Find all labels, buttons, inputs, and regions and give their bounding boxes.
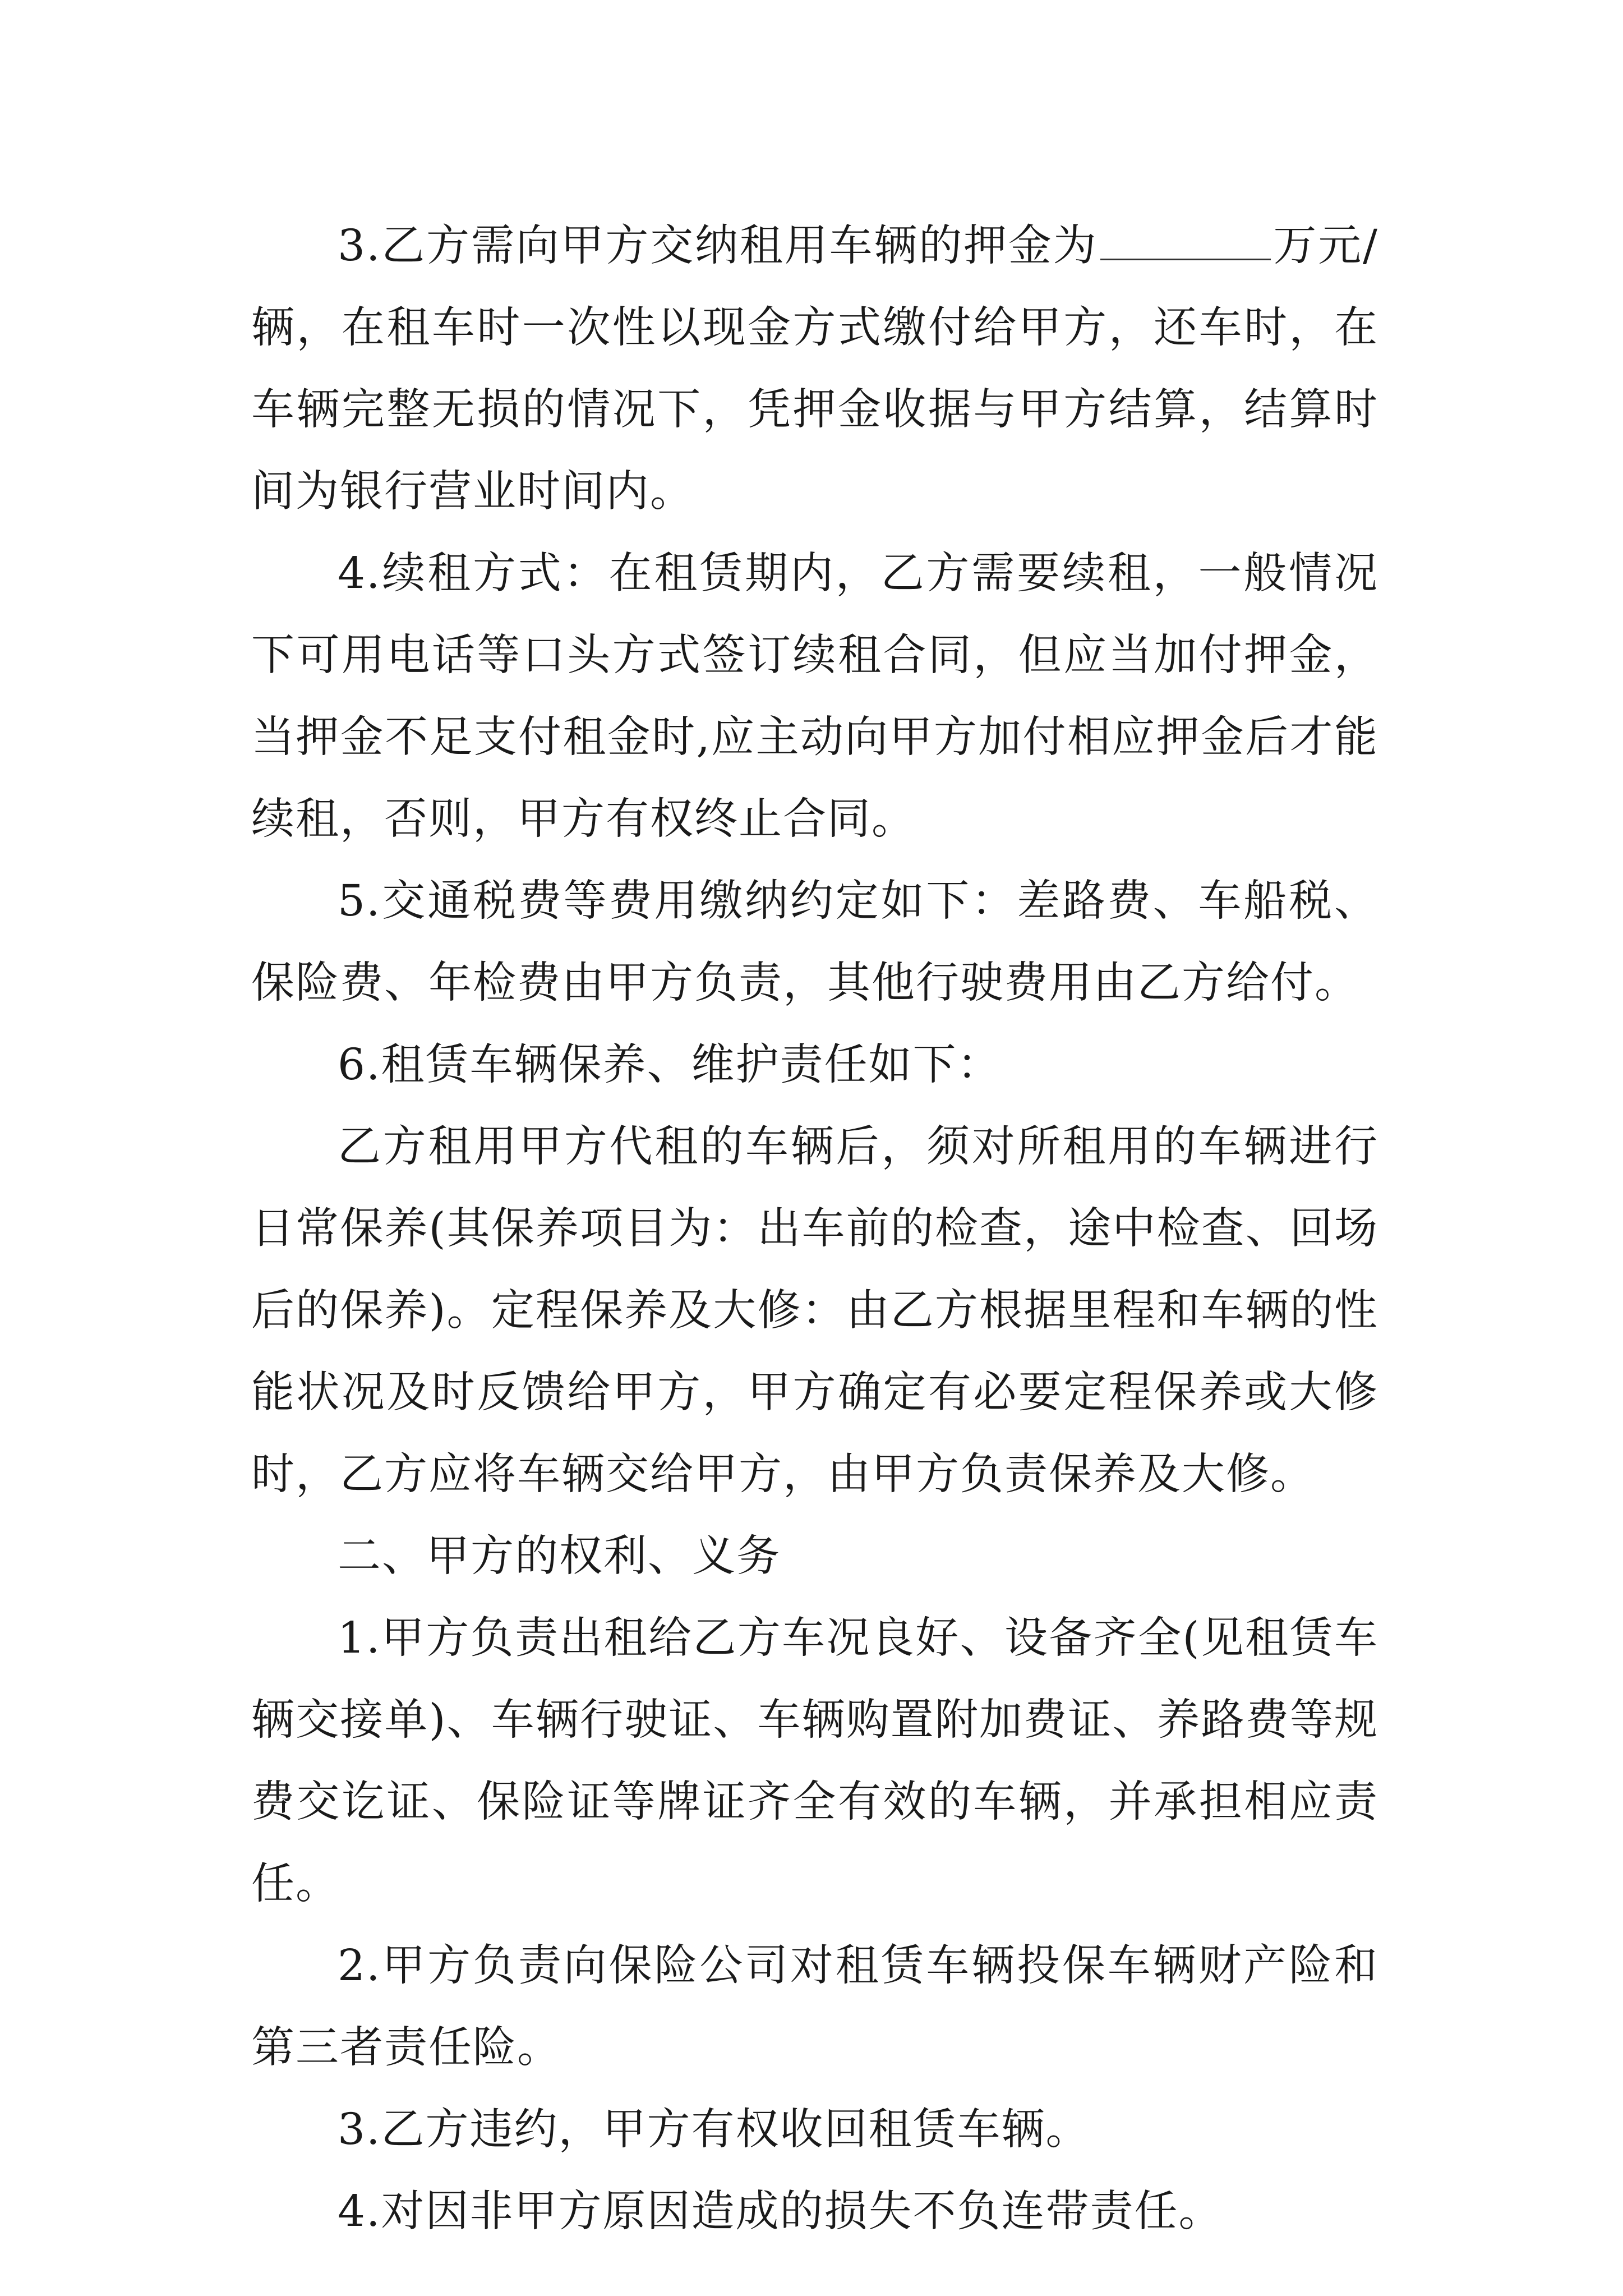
paragraph-maintenance-detail: 乙方租用甲方代租的车辆后，须对所租用的车辆进行日常保养(其保养项目为：出车前的检查，途中检查、回场后的保养)。定程保养及大修：由乙方根据里程和车辆的性能状况及时反馈给甲方，甲方确定有必要定程保养或大修时，乙方应将车辆交给甲方，由甲方负责保养及大修。 <box>251 1122 1378 1499</box>
document-body <box>251 205 1378 2253</box>
paragraph-party-a-4: 4.对因非甲方原因造成的损失不负连带责任。 <box>338 2187 1223 2237</box>
paragraph-renewal: 4.续租方式：在租赁期内，乙方需要续租，一般情况下可用电话等口头方式签订续租合同，但应当加付押金，当押金不足支付租金时,应主动向甲方加付相应押金后才能续租，否则，甲方有权终止合同。 <box>251 549 1378 844</box>
deposit-amount-blank <box>1100 219 1271 260</box>
paragraph-deposit <box>251 205 1378 533</box>
paragraph-fees: 5.交通税费等费用缴纳约定如下：差路费、车船税、保险费、年检费由甲方负责，其他行驶费用由乙方给付。 <box>251 876 1378 1008</box>
deposit-text-after: 万元/辆，在租车时一次性以现金方式缴付给甲方，还车时，在车辆完整无损的情况下，凭押金收据与甲方结算，结算时间为银行营业时间内。 <box>251 221 1378 517</box>
paragraph-party-a-2: 2.甲方负责向保险公司对租赁车辆投保车辆财产险和第三者责任险。 <box>251 1941 1378 2073</box>
deposit-text-before: 3.乙方需向甲方交纳租用车辆的押金为 <box>338 221 1098 271</box>
section-heading-party-a: 二、甲方的权利、义务 <box>338 1531 781 1581</box>
paragraph-party-a-1: 1.甲方负责出租给乙方车况良好、设备齐全(见租赁车辆交接单)、车辆行驶证、车辆购置附加费证、养路费等规费交讫证、保险证等牌证齐全有效的车辆，并承担相应责任。 <box>251 1613 1378 1909</box>
paragraph-party-a-3: 3.乙方违约，甲方有权收回租赁车辆。 <box>338 2105 1090 2155</box>
paragraph-maintenance-heading: 6.租赁车辆保养、维护责任如下： <box>338 1040 1002 1090</box>
